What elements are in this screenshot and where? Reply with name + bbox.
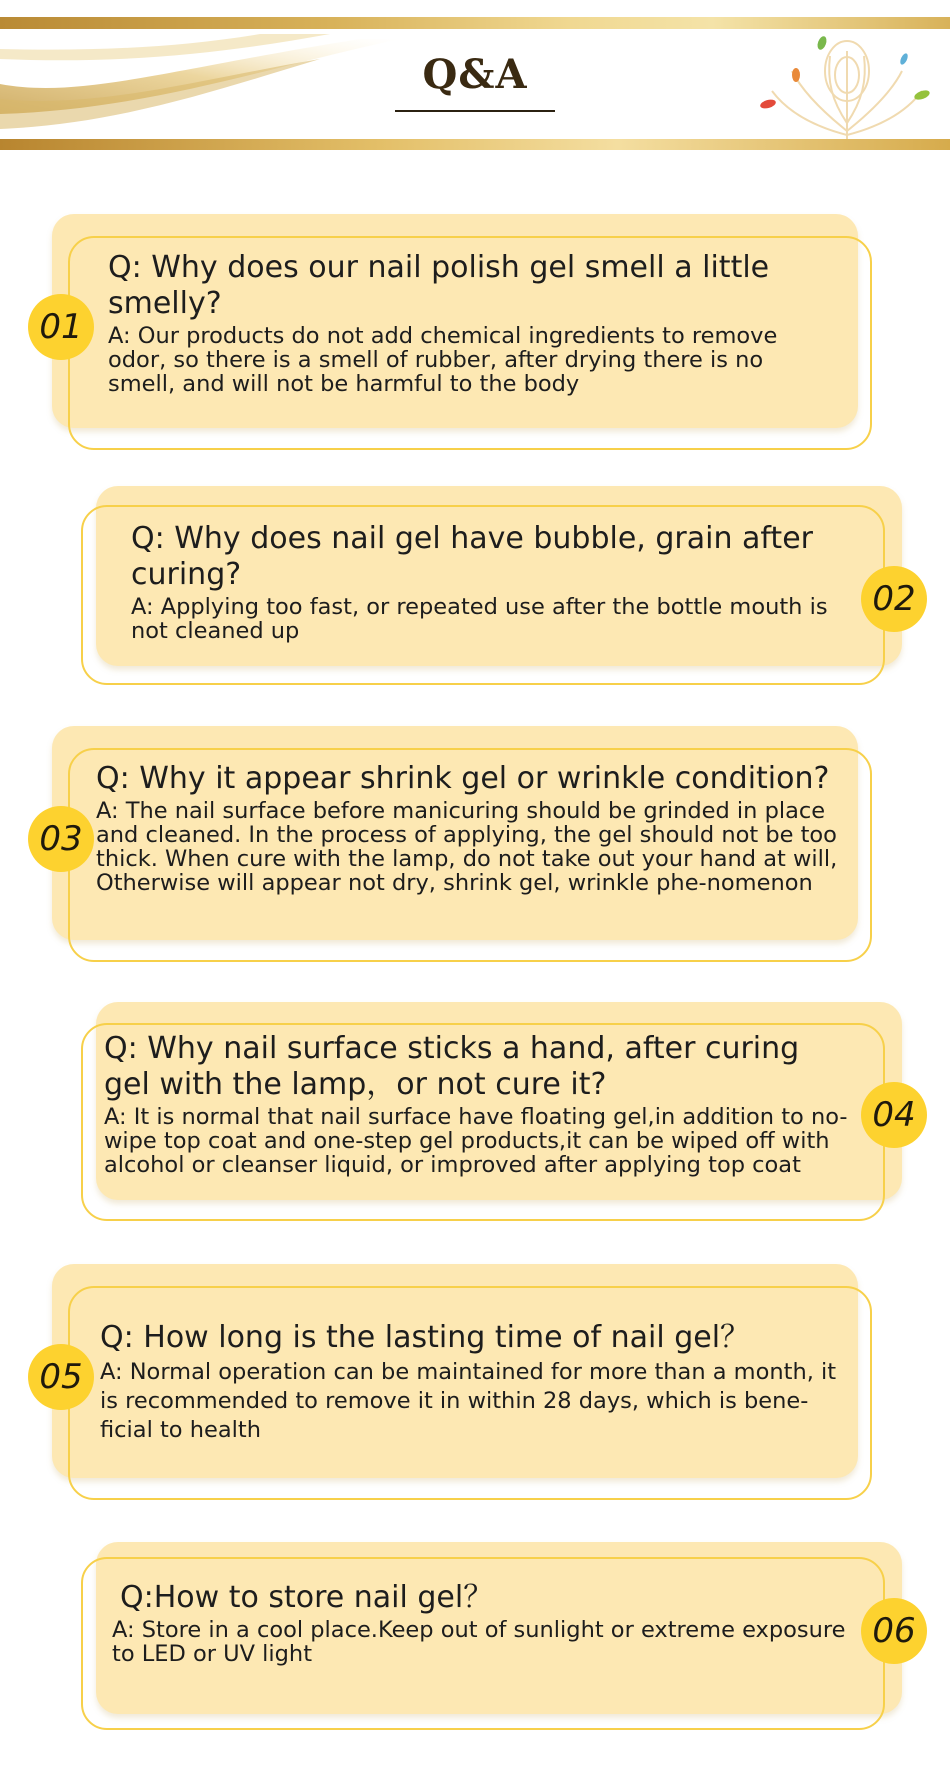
question-text: Q: Why it appear shrink gel or wrinkle condition? <box>96 761 830 796</box>
question-text: Q: How long is the lasting time of nail gel？ <box>100 1320 751 1355</box>
answer-text: A: It is normal that nail surface have floating gel,in addition to no-wipe top coat and one-step gel products,it can be wiped off with alcohol or cleanser liquid, or improved after applying top coat <box>104 1104 848 1178</box>
question-text: Q: Why nail surface sticks a hand, after curing gel with the lamp，or not cure it? <box>104 1031 800 1102</box>
qa-number-badge: 05 <box>28 1344 94 1410</box>
qa-text <box>131 521 861 643</box>
header-banner <box>0 17 950 150</box>
qa-number-badge: 01 <box>28 294 94 360</box>
answer-text: A: Applying too fast, or repeated use after the bottle mouth is not cleaned up <box>131 594 828 644</box>
page-title: Q&A <box>422 51 528 98</box>
question-text: Q:How to store nail gel？ <box>120 1580 494 1615</box>
answer-text: A: Normal operation can be maintained for more than a month, it is recommended to remove it in within 28 days, which is bene-ficial to health <box>100 1359 837 1443</box>
qa-text <box>96 761 856 895</box>
title-underline <box>395 110 555 112</box>
question-text: Q: Why does our nail polish gel smell a little smelly? <box>108 250 770 321</box>
qa-number-badge: 04 <box>861 1082 927 1148</box>
qa-text <box>100 1320 852 1445</box>
question-text: Q: Why does nail gel have bubble, grain after curing? <box>131 521 813 592</box>
qa-text <box>104 1031 876 1177</box>
qa-text <box>108 250 828 396</box>
qa-number-badge: 02 <box>861 566 927 632</box>
qa-number-badge: 03 <box>28 806 94 872</box>
answer-text: A: Our products do not add chemical ingredients to remove odor, so there is a smell of rubber, after drying there is no smell, and will not be harmful to the body <box>108 323 778 397</box>
qa-number-badge: 06 <box>861 1598 927 1664</box>
gold-stripe-bottom <box>0 139 950 150</box>
qa-text <box>112 1580 872 1666</box>
gold-stripe-top <box>0 17 950 29</box>
answer-text: A: The nail surface before manicuring should be grinded in place and cleaned. In the process of applying, the gel should not be too thick. When cure with the lamp, do not take out your hand at will, Otherwise will appear not dry, shrink gel, wrinkle phe-nomenon <box>96 798 838 896</box>
answer-text: A: Store in a cool place.Keep out of sunlight or extreme exposure to LED or UV light <box>112 1617 846 1667</box>
